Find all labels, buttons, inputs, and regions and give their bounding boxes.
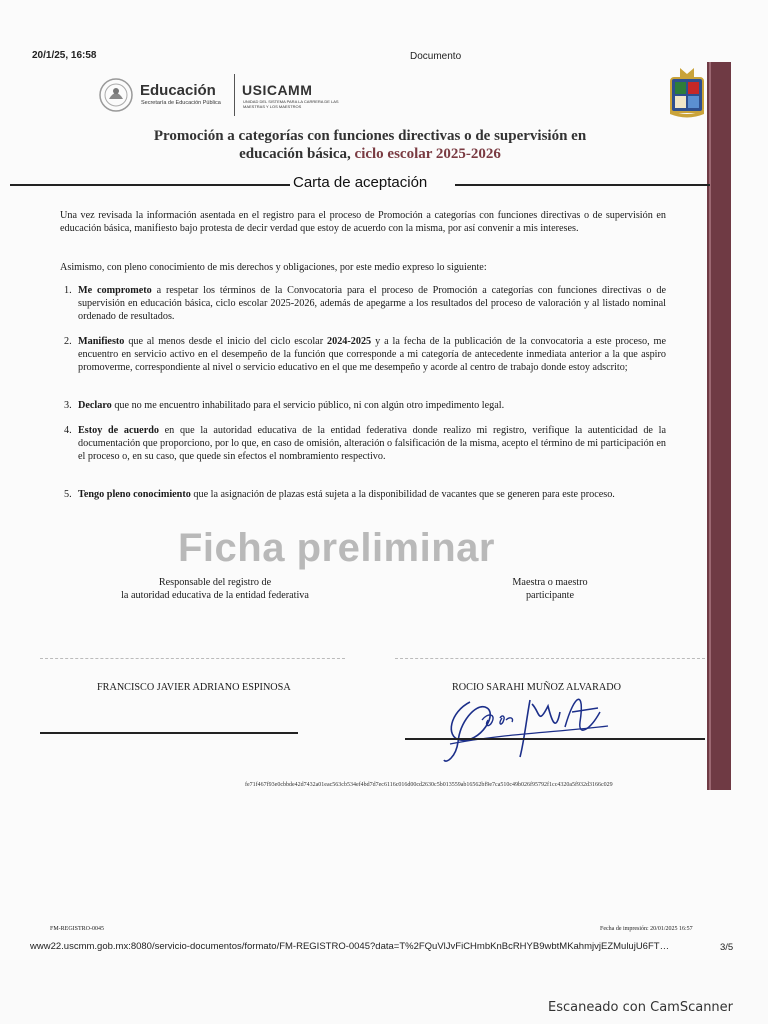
list-item xyxy=(64,284,666,323)
print-title: Documento xyxy=(410,51,462,62)
logo-divider xyxy=(234,74,235,116)
list-item-text: que no me encuentro inhabilitado para el servicio público, ni con algún otro impedimento legal. xyxy=(111,400,505,411)
page-edge-bar-highlight xyxy=(709,62,711,790)
usicamm-logo-subtitle: UNIDAD DEL SISTEMA PARA LA CARRERA DE LAS MAESTRAS Y LOS MAESTROS xyxy=(243,99,339,109)
list-item-lead: Declaro xyxy=(78,400,112,411)
document-url: www22.uscmm.gob.mx:8080/servicio-documentos/formato/FM-REGISTRO-0045?data=T%2FQuVlJvFiCHmbKnBcRHYB9wbtMKahmjvjEZMulujU6FT… xyxy=(30,941,670,952)
sep-logo-subtitle: Secretaría de Educación Pública xyxy=(141,100,221,106)
handwritten-signature-icon xyxy=(440,682,610,767)
scanner-watermark: Escaneado con CamScanner xyxy=(548,1000,734,1015)
preliminary-watermark: Ficha preliminar xyxy=(178,526,495,570)
list-item-text: que al menos desde el inicio del ciclo escolar xyxy=(124,336,327,347)
list-item-text: a respetar los términos de la Convocatoria para el proceso de Promoción a categorías con funciones directivas o de supervisión en educación básica, ciclo escolar 2025-2026, además de apegarme a los resultados del proceso de valoración y al listado nominal ordenado de resultados. xyxy=(78,285,666,322)
left-signature-line xyxy=(40,732,298,734)
left-role-line2: la autoridad educativa de la entidad federativa xyxy=(121,590,309,601)
list-item-text: que la asignación de plazas está sujeta a la disponibilidad de vacantes que se generen para este proceso. xyxy=(190,489,615,500)
document-hash: fe71f467f93e0cbbde42d7432a01eac563cb534ef4bd7d7ec6116c016d00cd2630c5b013559ab16562bf9e7ca510c49b026f95792f1cc4320a5f932d3166c029 xyxy=(245,782,613,788)
list-item-lead: Tengo pleno conocimiento xyxy=(78,489,191,500)
document-title-line1: Promoción a categorías con funciones directivas o de supervisión en xyxy=(153,128,587,144)
list-number: 3. xyxy=(64,400,72,411)
list-item-lead: Me comprometo xyxy=(78,285,152,296)
right-signer-name: ROCIO SARAHI MUÑOZ ALVARADO xyxy=(452,682,621,693)
list-item xyxy=(64,424,666,463)
print-date: Fecha de impresión: 20/01/2025 16:57 xyxy=(600,926,693,932)
list-item-lead: Manifiesto xyxy=(78,336,125,347)
right-signature-line xyxy=(405,738,705,740)
list-item xyxy=(64,399,666,412)
list-item-text: y a la fecha de la publicación de la convocatoria a este proceso, me encuentro en servicio activo en el desempeño de la función que corresponde a mi categoría de antecedente inmediata anterior a la que aspiro promoverme, correspondiente al nivel o servicio educativo en el que me desempeño y acorde al centro de trabajo donde estoy adscrito; xyxy=(78,336,667,373)
right-signature-role xyxy=(460,576,640,602)
list-number: 4. xyxy=(64,425,72,436)
usicamm-logo-name: USICAMM xyxy=(242,82,313,98)
section-heading: Carta de aceptación xyxy=(293,174,428,191)
section-rule-right xyxy=(455,184,710,186)
section-rule-left xyxy=(10,184,290,186)
list-item xyxy=(64,335,667,374)
right-dashed-divider xyxy=(395,658,705,659)
asimismo-paragraph: Asimismo, con pleno conocimiento de mis derechos y obligaciones, por este medio expreso lo siguiente: xyxy=(60,262,487,273)
right-role-line1: Maestra o maestro xyxy=(512,577,588,588)
list-item xyxy=(64,488,666,501)
document-title-line2 xyxy=(60,146,680,163)
print-datetime: 20/1/25, 16:58 xyxy=(32,50,97,61)
title-cycle: ciclo escolar 2025-2026 xyxy=(354,146,501,162)
form-id: FM-REGISTRO-0045 xyxy=(50,926,105,932)
right-role-line2: participante xyxy=(525,590,575,601)
title-level: educación básica, xyxy=(239,146,355,162)
list-item-cycle: 2024-2025 xyxy=(327,336,372,347)
left-signature-role xyxy=(90,576,340,602)
left-signer-name: FRANCISCO JAVIER ADRIANO ESPINOSA xyxy=(97,682,291,693)
left-role-line1: Responsable del registro de xyxy=(158,577,272,588)
list-item-lead: Estoy de acuerdo xyxy=(78,425,159,436)
list-item-text: en que la autoridad educativa de la entidad federativa donde realizo mi registro, verifique la autenticidad de la documentación que proporciono, por lo que, en caso de omisión, alteración o falsificación de la misma, acepto el término de mi participación en el proceso o, en su caso, que quede sin efectos el nombramiento respectivo. xyxy=(78,425,666,462)
state-crest-icon xyxy=(668,66,706,118)
list-number: 2. xyxy=(64,336,72,347)
list-number: 1. xyxy=(64,285,72,296)
sep-seal-icon xyxy=(98,77,134,113)
list-number: 5. xyxy=(64,489,72,500)
sep-logo-name: Educación xyxy=(140,82,216,99)
page-number: 3/5 xyxy=(720,942,734,953)
intro-paragraph: Una vez revisada la información asentada en el registro para el proceso de Promoción a categorías con funciones directivas o de supervisión en educación básica, manifiesto bajo protesta de decir verdad que estoy de acuerdo con la misma, por así convenir a mis intereses. xyxy=(60,210,666,234)
left-dashed-divider xyxy=(40,658,345,659)
